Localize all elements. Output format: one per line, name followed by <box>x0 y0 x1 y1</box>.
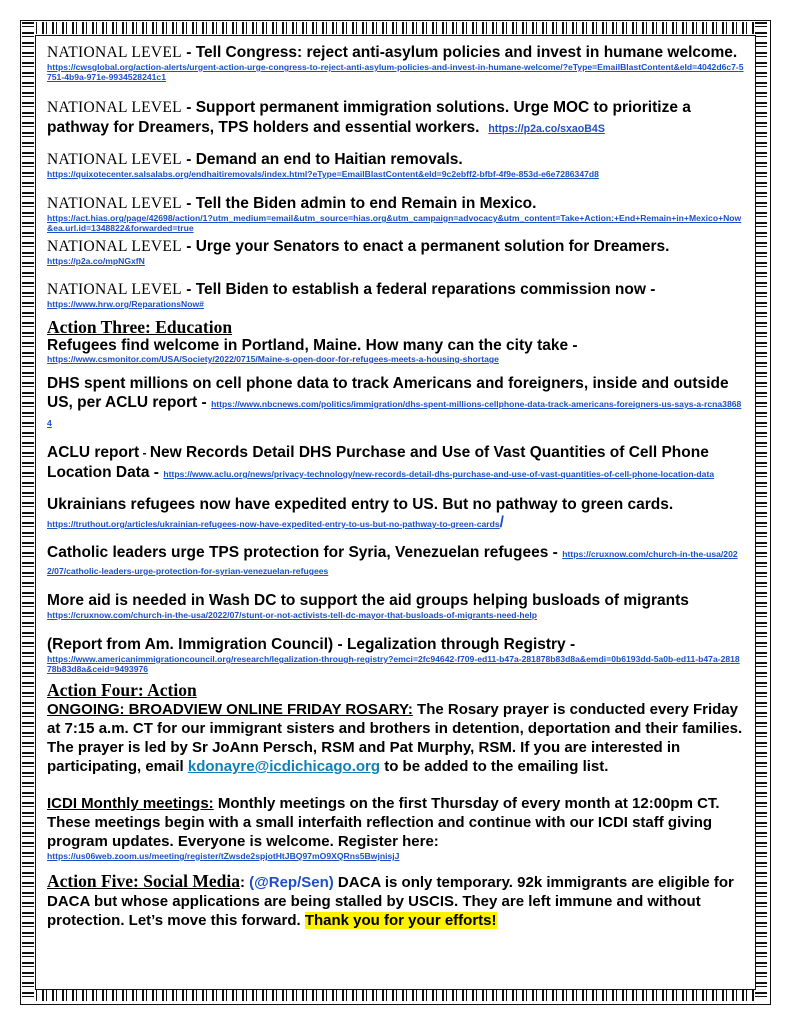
social-paragraph <box>47 871 744 930</box>
national-item-6 <box>47 281 744 309</box>
separator: - <box>139 446 150 460</box>
national-link[interactable]: https://act.hias.org/page/42698/action/1?utm_medium=email&utm_source=hias.org&utm_campaign=advocacy&utm_content=Take+Action:+End+Remain+in+Mexico+Now&ea.url.id=1348822&forwarded=true <box>47 213 742 233</box>
separator: - <box>181 99 196 116</box>
education-link[interactable]: https://cruxnow.com/church-in-the-usa/2022/07/stunt-or-not-activists-tell-dc-mayor-that-busloads-of-migrants-need-help <box>47 610 538 620</box>
national-item-1 <box>47 44 744 82</box>
aclu-lead: ACLU report <box>47 444 140 461</box>
national-label: NATIONAL LEVEL <box>47 195 182 212</box>
national-label: NATIONAL LEVEL <box>47 99 182 116</box>
national-heading: Support permanent immigration solutions. Urge MOC to prioritize a pathway for Dreamers, TPS holders and essential workers. <box>47 99 691 136</box>
education-link[interactable]: https://www.aclu.org/news/privacy-technology/new-records-detail-dhs-purchase-and-use-of-vast-quantities-of-cell-phone-location-data <box>163 469 715 479</box>
national-item-4 <box>47 195 744 233</box>
meetings-paragraph <box>47 794 744 861</box>
education-item-6 <box>47 592 744 620</box>
national-item-3 <box>47 151 744 179</box>
national-item-2 <box>47 98 744 138</box>
rosary-paragraph <box>47 700 744 776</box>
separator: - <box>181 44 196 61</box>
education-item-7 <box>47 636 744 674</box>
action-section-title: Action Four: Action <box>47 680 197 700</box>
education-heading: (Report from Am. Immigration Council) - Legalization through Registry - <box>47 636 576 653</box>
education-link[interactable]: https://cruxnow.com/church-in-the-usa/2022/07/catholic-leaders-urge-protection-for-syrian-venezuelan-refugees <box>47 549 738 576</box>
education-link[interactable]: https://www.americanimmigrationcouncil.org/research/legalization-through-registry?emci=2fc94642-f709-ed11-b47a-281878b83d8a&emdi=0b6193dd-5a0b-ed11-b47a-281878b83d8a&ceid=9493976 <box>47 654 740 674</box>
separator: - <box>181 238 196 255</box>
national-heading: Tell the Biden admin to end Remain in Mexico. <box>195 195 537 212</box>
education-section-title: Action Three: Education <box>47 317 233 337</box>
separator: - <box>181 195 196 212</box>
national-label: NATIONAL LEVEL <box>47 238 182 255</box>
national-heading: Demand an end to Haitian removals. <box>195 151 463 168</box>
social-section-title: Action Five: Social Media <box>47 871 240 891</box>
education-link[interactable]: https://www.nbcnews.com/politics/immigration/dhs-spent-millions-cellphone-data-track-americans-foreigners-us-says-a-rcna38684 <box>47 399 742 428</box>
thanks-highlight: Thank you for your efforts! <box>304 912 497 929</box>
national-label: NATIONAL LEVEL <box>47 281 182 298</box>
rep-sen-tag: (@Rep/Sen) <box>249 874 334 891</box>
education-link[interactable]: https://www.csmonitor.com/USA/Society/2022/0715/Maine-s-open-door-for-refugees-meets-a-housing-shortage <box>47 354 499 364</box>
education-item-5 <box>47 544 744 578</box>
meetings-body: Monthly meetings on the first Thursday of every month at 12:00pm CT. These meetings begin with a small interfaith reflection and continue with our ICDI staff giving program updates. Everyone is welcome. Register here: <box>47 795 720 850</box>
rosary-tail: to be added to the emailing list. <box>380 758 609 775</box>
education-heading: Refugees find welcome in Portland, Maine. How many can the city take - <box>47 337 578 354</box>
national-link[interactable]: https://p2a.co/mpNGxfN <box>47 256 145 266</box>
national-heading: Tell Biden to establish a federal reparations commission now - <box>195 281 656 298</box>
rosary-heading: ONGOING: BROADVIEW ONLINE FRIDAY ROSARY: <box>47 701 413 718</box>
education-item-3 <box>47 443 744 482</box>
separator: : <box>239 874 250 891</box>
rosary-body: The Rosary prayer is conducted every Friday at 7:15 a.m. CT for our immigrant sisters and brothers in detention, deportation and their families. The prayer is led by Sr JoAnn Persch, RSM and Pat Murphy, RSM. If you are interested in participating, email <box>47 701 743 775</box>
national-label: NATIONAL LEVEL <box>47 44 182 61</box>
national-link[interactable]: https://cwsglobal.org/action-alerts/urgent-action-urge-congress-to-reject-anti-asylum-policies-and-invest-in-humane-welcome/?eType=EmailBlastContent&eId=4042d6c7-5751-4b9a-971e-9934528241c1 <box>47 62 744 82</box>
separator: - <box>181 151 196 168</box>
national-label: NATIONAL LEVEL <box>47 151 182 168</box>
meetings-heading: ICDI Monthly meetings: <box>47 795 214 812</box>
zoom-register-link[interactable]: https://us06web.zoom.us/meeting/register/tZwsde2spjotHtJBQ97mO9XQRns5BwjnisjJ <box>47 851 400 861</box>
national-link[interactable]: https://p2a.co/sxaoB4S <box>488 123 605 135</box>
education-link[interactable]: https://truthout.org/articles/ukrainian-refugees-now-have-expedited-entry-to-us-but-no-pathway-to-green-cards <box>47 519 500 529</box>
newsletter-content <box>47 44 744 930</box>
social-body: DACA is only temporary. 92k immigrants are eligible for DACA but whose applications are being stalled by USCIS. They are left immune and without protection. Let’s move this forward. <box>47 874 734 929</box>
education-heading: More aid is needed in Wash DC to support the aid groups helping busloads of migrants <box>47 592 689 609</box>
education-heading: Catholic leaders urge TPS protection for Syria, Venezuelan refugees - <box>47 544 558 561</box>
education-item-2 <box>47 374 744 431</box>
national-heading: Urge your Senators to enact a permanent solution for Dreamers. <box>195 238 670 255</box>
national-link[interactable]: https://www.hrw.org/ReparationsNow# <box>47 299 204 309</box>
education-heading: New Records Detail DHS Purchase and Use of Vast Quantities of Cell Phone Location Data - <box>47 444 709 481</box>
link-trailing-slash: / <box>499 514 504 531</box>
education-heading: Ukrainians refugees now have expedited entry to US. But no pathway to green cards. <box>47 496 674 513</box>
education-item-4 <box>47 496 744 532</box>
email-link[interactable]: kdonayre@icdichicago.org <box>187 758 381 775</box>
national-item-5 <box>47 238 744 266</box>
education-heading: DHS spent millions on cell phone data to track Americans and foreigners, inside and outside US, per ACLU report - <box>47 375 729 411</box>
education-item-1 <box>47 337 744 364</box>
national-link[interactable]: https://quixotecenter.salsalabs.org/endhaitiremovals/index.html?eType=EmailBlastContent&eId=9c2ebff2-bfbf-4f9e-853d-e6e7286347d8 <box>47 169 599 179</box>
national-heading: Tell Congress: reject anti-asylum policies and invest in humane welcome. <box>195 44 738 61</box>
separator: - <box>181 281 196 298</box>
